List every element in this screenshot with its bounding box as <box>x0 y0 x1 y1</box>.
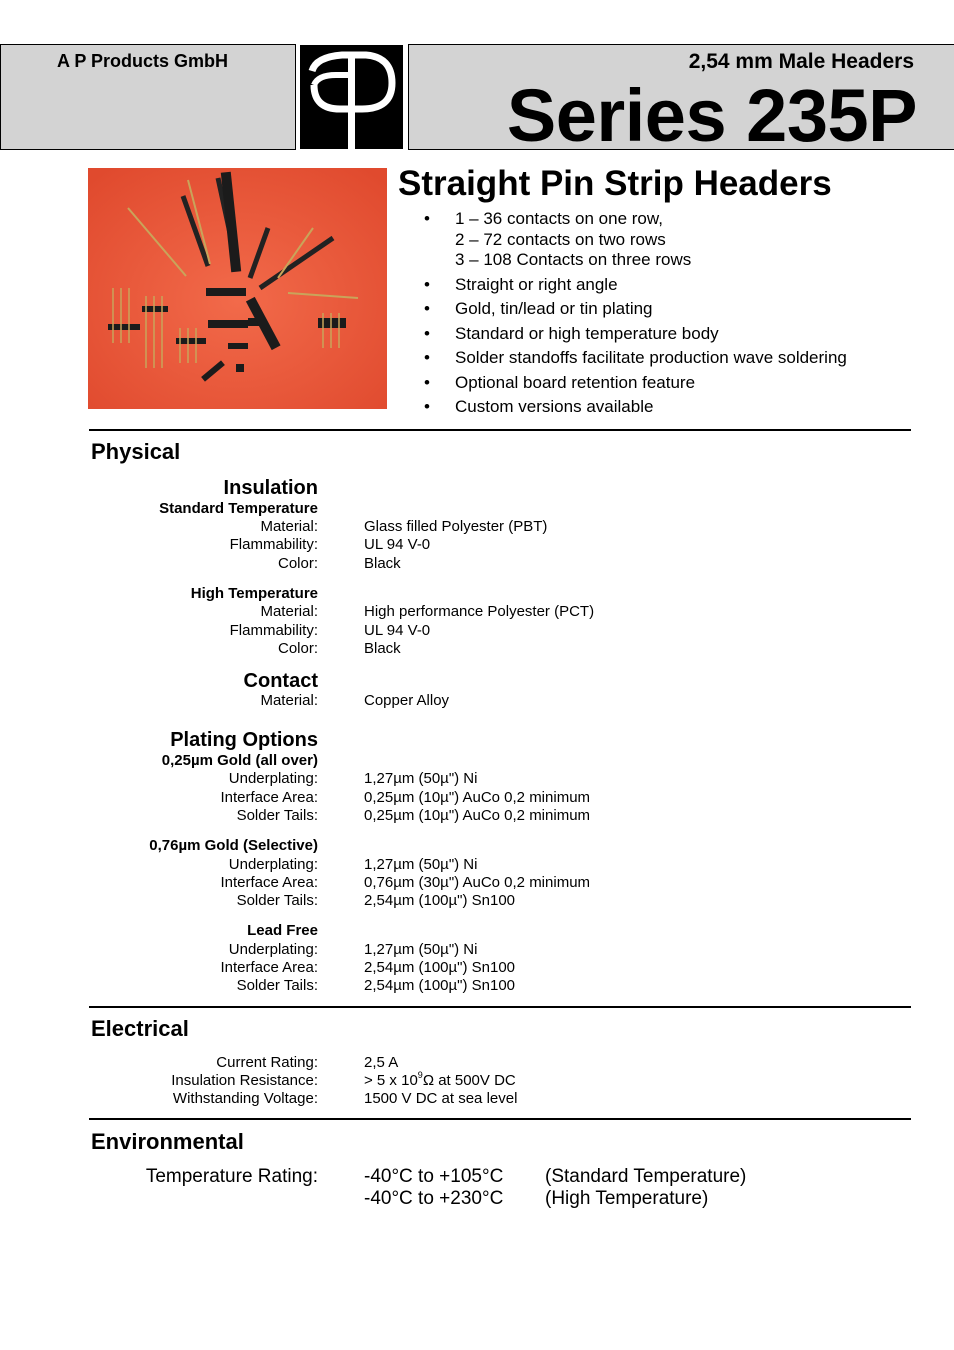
features-title: Straight Pin Strip Headers <box>398 164 832 203</box>
spec-value: UL 94 V-0 <box>364 622 431 639</box>
spec-label: Color: <box>277 640 318 657</box>
temp-range: -40°C to +105°C <box>364 1166 504 1187</box>
contact-heading: Contact <box>243 670 318 692</box>
physical-title: Physical <box>91 439 181 464</box>
feature-item: • Custom versions available <box>424 397 654 416</box>
standard-temp-heading: Standard Temperature <box>159 500 318 517</box>
gold-selective-heading: 0,76µm Gold (Selective) <box>149 837 318 854</box>
temp-note: (High Temperature) <box>545 1188 709 1209</box>
spec-value: 2,54µm (100µ") Sn100 <box>364 977 516 994</box>
plating-heading: Plating Options <box>170 729 318 751</box>
spec-label: Material: <box>260 518 318 535</box>
spec-value: 0,76µm (30µ") AuCo 0,2 minimum <box>364 874 591 891</box>
spec-label: Flammability: <box>229 622 318 639</box>
spec-value: 0,25µm (10µ") AuCo 0,2 minimum <box>364 789 591 806</box>
section-divider <box>89 1118 911 1120</box>
feature-item: • Optional board retention feature <box>424 372 696 392</box>
spec-label: Insulation Resistance: <box>171 1072 318 1089</box>
section-divider <box>89 1006 911 1008</box>
spec-label: Material: <box>260 692 318 709</box>
spec-value: UL 94 V-0 <box>364 536 431 553</box>
feature-item: • Straight or right angle <box>424 274 618 294</box>
spec-value: Black <box>364 640 401 657</box>
spec-label: Material: <box>260 603 318 620</box>
company-name: A P Products GmbH <box>57 51 229 71</box>
section-divider <box>89 429 911 431</box>
bullet-icon: • <box>424 299 430 318</box>
spec-label: Underplating: <box>228 941 318 958</box>
ap-logo-icon <box>300 45 403 149</box>
spec-label: Interface Area: <box>220 789 318 806</box>
gold-all-heading: 0,25µm Gold (all over) <box>161 752 318 769</box>
spec-value: Black <box>364 555 401 572</box>
feature-item: • Standard or high temperature body <box>424 323 719 343</box>
features-list <box>424 209 847 422</box>
electrical-title: Electrical <box>91 1016 189 1041</box>
spec-label: Interface Area: <box>220 959 318 976</box>
temp-range: -40°C to +230°C <box>364 1188 504 1209</box>
bullet-icon: • <box>424 348 430 367</box>
spec-value: Copper Alloy <box>364 692 450 709</box>
spec-value: 1,27µm (50µ") Ni <box>364 770 478 787</box>
pin-headers-photo <box>88 168 387 409</box>
spec-label: Flammability: <box>229 536 318 553</box>
bullet-icon: • <box>424 372 430 392</box>
bullet-icon: • <box>424 274 430 294</box>
spec-label: Color: <box>277 555 318 572</box>
spec-value: 1500 V DC at sea level <box>364 1090 518 1107</box>
product-subtitle: 2,54 mm Male Headers <box>688 50 914 73</box>
spec-label: Solder Tails: <box>236 892 318 909</box>
spec-label: Withstanding Voltage: <box>172 1090 318 1107</box>
spec-label: Solder Tails: <box>236 807 318 824</box>
spec-value: 0,25µm (10µ") AuCo 0,2 minimum <box>364 807 591 824</box>
insulation-heading: Insulation <box>223 477 318 499</box>
spec-value: 1,27µm (50µ") Ni <box>364 856 478 873</box>
environmental-title: Environmental <box>91 1129 244 1154</box>
feature-item: • Gold, tin/lead or tin plating <box>424 299 653 318</box>
spec-value: High performance Polyester (PCT) <box>364 603 595 620</box>
series-title: Series 235P <box>506 74 917 157</box>
spec-label: Underplating: <box>228 770 318 787</box>
high-temp-heading: High Temperature <box>190 585 318 602</box>
header-company-panel <box>0 44 296 150</box>
spec-label: Interface Area: <box>220 874 318 891</box>
spec-value: 2,54µm (100µ") Sn100 <box>364 959 516 976</box>
feature-item: • 1 – 36 contacts on one row, 2 – 72 contacts on two rows 3 – 108 Contacts on three rows <box>424 209 692 269</box>
insulation-resistance-value: > 5 x $10^9\Omega$ at 500V DC <box>364 1070 516 1089</box>
spec-label: Underplating: <box>228 856 318 873</box>
bullet-icon: • <box>424 323 430 343</box>
header-title-panel <box>408 44 954 157</box>
spec-label: Solder Tails: <box>236 977 318 994</box>
lead-free-heading: Lead Free <box>247 922 318 939</box>
feature-item: • Solder standoffs facilitate production wave soldering <box>424 348 847 367</box>
spec-label: Current Rating: <box>216 1054 318 1071</box>
spec-value: Glass filled Polyester (PBT) <box>364 518 548 535</box>
bullet-icon: • <box>424 397 430 416</box>
temp-note: (Standard Temperature) <box>545 1166 747 1187</box>
spec-value: 1,27µm (50µ") Ni <box>364 941 478 958</box>
spec-value: 2,54µm (100µ") Sn100 <box>364 892 516 909</box>
spec-value: 2,5 A <box>364 1054 399 1071</box>
bullet-icon: • <box>424 209 430 228</box>
spec-label: Temperature Rating: <box>145 1166 318 1187</box>
